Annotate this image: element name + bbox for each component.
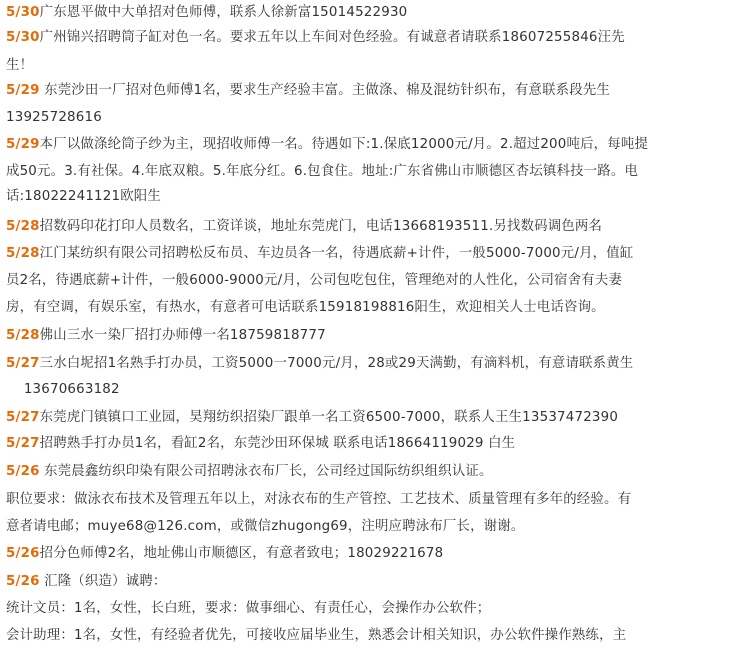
post-date: 5/30 [6, 5, 40, 20]
listing-text: 成50元。3.有社保。4.年底双粮。5.年底分红。6.包食住。地址:广东省佛山市顺德区杏坛镇科技一路。电 [6, 164, 639, 179]
post-date: 5/26 [6, 464, 40, 479]
listing-text: 职位要求：做泳衣布技术及管理五年以上，对泳衣布的生产管控、工艺技术、质量管理有多年的经验。有 [6, 492, 632, 507]
listing-text: 广州锦兴招聘筒子缸对色一名。要求五年以上车间对色经验。有诚意者请联系18607255846汪先 [39, 30, 625, 45]
post-date: 5/26 [6, 574, 40, 589]
listing-text: 13670663182 [6, 382, 120, 397]
listing-line [6, 53, 735, 79]
listing-line [6, 377, 735, 403]
listing-text: 招数码印花打印人员数名，工资详谈，地址东莞虎门，电话13668193511.另找数码调色两名 [39, 219, 603, 234]
listing-text: 13925728616 [6, 110, 102, 125]
listing-line [6, 541, 735, 567]
post-date: 5/27 [6, 436, 40, 451]
listing-text: 汇隆（织造）诚聘： [39, 574, 167, 589]
listing-line [6, 323, 735, 349]
listing-text: 三水白坭招1名熟手打办员，工资5000一7000元/月，28或29天满勤，有滴料机，有意请联系黄生 [39, 356, 634, 371]
listing-line [6, 569, 735, 595]
listing-line [6, 514, 735, 540]
listing-line [6, 241, 735, 267]
listing-line [6, 351, 735, 377]
listing-line [6, 431, 735, 457]
listing-line [6, 405, 735, 431]
post-date: 5/29 [6, 137, 40, 152]
listing-text: 东莞虎门镇镇口工业园，昊翔纺织招染厂跟单一名工资6500-7000，联系人王生13537472390 [39, 410, 619, 425]
listing-line [6, 0, 735, 26]
listing-text: 话:18022241121欧阳生 [6, 189, 161, 204]
listing-text: 广东恩平做中大单招对色师傅，联系人徐新富15014522930 [39, 5, 408, 20]
listing-line [6, 295, 735, 321]
listing-text: 员2名，待遇底薪+计件，一般6000-9000元/月，公司包吃包住，管理绝对的人性化，公司宿舍有夫妻 [6, 273, 623, 288]
listing-line [6, 214, 735, 240]
listing-text: 东莞晨鑫纺织印染有限公司招聘泳衣布厂长，公司经过国际纺织组织认证。 [39, 464, 493, 479]
listing-line [6, 459, 735, 485]
listing-line [6, 132, 735, 158]
listing-line [6, 159, 735, 185]
post-date: 5/30 [6, 30, 40, 45]
listing-text: 江门某纺织有限公司招聘松反布员、车边员各一名，待遇底薪+计件，一般5000-7000元/月，值缸 [39, 246, 634, 261]
post-date: 5/28 [6, 246, 40, 261]
listing-text: 招分色师傅2名，地址佛山市顺德区，有意者致电；18029221678 [39, 546, 444, 561]
post-date: 5/26 [6, 546, 40, 561]
listing-text: 招聘熟手打办员1名，看缸2名，东莞沙田环保城 联系电话18664119029 白生 [39, 436, 516, 451]
listing-line [6, 487, 735, 513]
listing-line [6, 78, 735, 104]
listing-text: 佛山三水一染厂招打办师傅一名18759818777 [39, 328, 326, 343]
post-date: 5/28 [6, 328, 40, 343]
post-date: 5/27 [6, 356, 40, 371]
listing-text: 意者请电邮；muye68@126.com，或微信zhugong69，注明应聘泳布厂长，谢谢。 [6, 519, 525, 534]
listing-text: 统计文员：1名，女性，长白班，要求：做事细心、有责任心，会操作办公软件； [6, 601, 491, 616]
listing-text: 生！ [6, 58, 34, 73]
post-date: 5/28 [6, 219, 40, 234]
listing-text: 会计助理：1名，女性，有经验者优先，可接收应届毕业生，熟悉会计相关知识，办公软件操作熟练，主 [6, 628, 627, 643]
listing-line [6, 184, 735, 210]
listing-text: 东莞沙田一厂招对色师傅1名，要求生产经验丰富。主做涤、棉及混纺针织布，有意联系段先生 [39, 83, 611, 98]
listing-text: 本厂以做涤纶筒子纱为主，现招收师傅一名。待遇如下:1.保底12000元/月。2.超过200吨后，每吨提 [39, 137, 649, 152]
listing-line [6, 268, 735, 294]
listing-text: 房，有空调，有娱乐室，有热水，有意者可电话联系15918198816阳生，欢迎相关人士电话咨询。 [6, 300, 605, 315]
listing-line [6, 25, 735, 51]
listing-line [6, 623, 735, 649]
post-date: 5/27 [6, 410, 40, 425]
listing-line [6, 596, 735, 622]
post-date: 5/29 [6, 83, 40, 98]
listing-line [6, 105, 735, 131]
